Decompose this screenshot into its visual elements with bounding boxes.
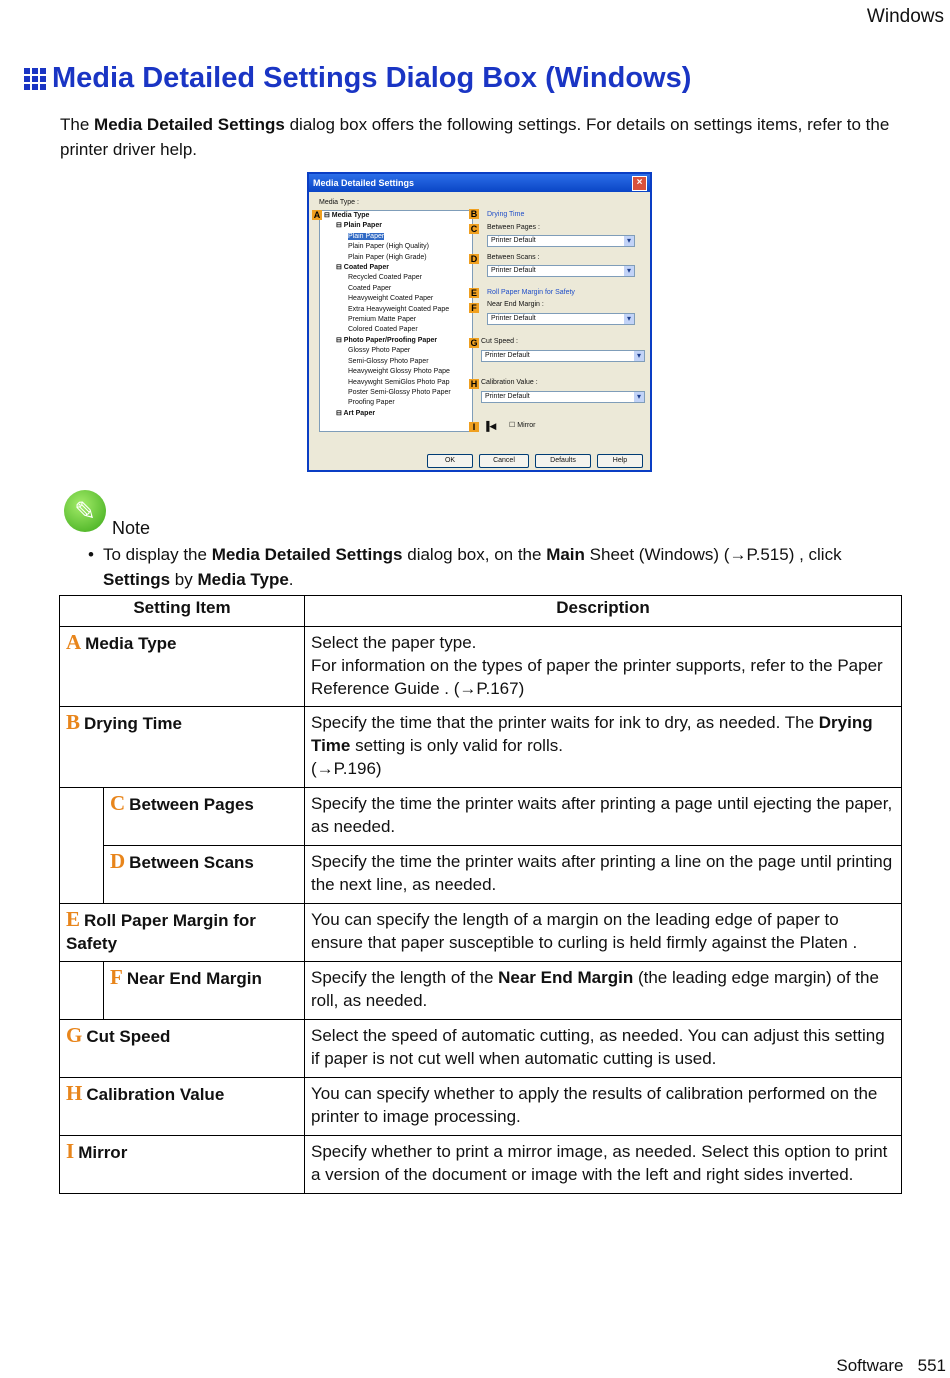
cut-speed-label: Cut Speed : bbox=[481, 338, 518, 345]
table-row: H Calibration Value You can specify whether to apply the results of calibration performed on the printer to image processing. bbox=[60, 1078, 902, 1136]
page-footer bbox=[836, 1356, 946, 1376]
roll-margin-group: Roll Paper Margin for Safety bbox=[487, 289, 575, 296]
settings-table bbox=[59, 595, 902, 1194]
help-button[interactable]: Help bbox=[597, 454, 643, 468]
ok-button[interactable]: OK bbox=[427, 454, 473, 468]
calibration-label: Calibration Value : bbox=[481, 379, 538, 386]
tree-item[interactable]: Glossy Photo Paper bbox=[348, 347, 411, 355]
between-pages-label: Between Pages : bbox=[487, 224, 540, 231]
table-row: D Between Scans Specify the time the printer waits after printing a line on the page until printing the next line, as needed. bbox=[60, 846, 902, 904]
tree-item[interactable]: Extra Heavyweight Coated Pape bbox=[348, 305, 450, 313]
tree-item[interactable]: Semi-Glossy Photo Paper bbox=[348, 357, 429, 365]
marker-f: F bbox=[469, 303, 479, 313]
tree-item[interactable]: Poster Semi-Glossy Photo Paper bbox=[348, 388, 451, 396]
media-type-label: Media Type : bbox=[319, 199, 359, 206]
tree-item[interactable]: Plain Paper (High Quality) bbox=[348, 243, 429, 251]
tree-item[interactable]: Heavywght SemiGlos Photo Pap bbox=[348, 378, 450, 386]
marker-i: I bbox=[469, 422, 479, 432]
tree-item[interactable]: Heavyweight Glossy Photo Pape bbox=[348, 368, 450, 376]
near-end-label: Near End Margin : bbox=[487, 301, 544, 308]
page-title bbox=[24, 62, 691, 95]
between-scans-label: Between Scans : bbox=[487, 254, 540, 261]
media-detailed-settings-dialog bbox=[307, 172, 652, 472]
table-header-row bbox=[60, 596, 902, 627]
calibration-select[interactable]: Printer Default ▾ bbox=[481, 391, 645, 403]
pencil-icon: ✎ bbox=[64, 490, 106, 532]
page-title-text: Media Detailed Settings Dialog Box (Windows) bbox=[52, 62, 692, 94]
near-end-select[interactable]: Printer Default ▾ bbox=[487, 313, 635, 325]
marker-d: D bbox=[470, 254, 478, 264]
marker-g: G bbox=[470, 338, 478, 348]
mirror-checkbox[interactable]: ☐ Mirror bbox=[509, 422, 536, 429]
header-description: Description bbox=[305, 596, 902, 627]
drying-time-group: Drying Time bbox=[487, 211, 525, 218]
tree-item[interactable]: ⊟ Plain Paper bbox=[336, 222, 382, 230]
note-text: • To display the Media Detailed Settings dialog box, on the Main Sheet (Windows) (→P.515) , click Settings by Media Type. bbox=[88, 545, 842, 589]
table-row: B Drying Time Specify the time that the printer waits for ink to dry, as needed. The Drying Time setting is only valid for rolls. (→P.196) bbox=[60, 707, 902, 788]
marker-c: C bbox=[470, 224, 478, 234]
table-row: E Roll Paper Margin for Safety You can specify the length of a margin on the leading edge of paper to ensure that paper susceptible to curling is held firmly against the Platen . bbox=[60, 904, 902, 962]
defaults-button[interactable]: Defaults bbox=[535, 454, 591, 468]
close-icon[interactable]: × bbox=[632, 176, 647, 191]
tree-item[interactable]: Plain Paper (High Grade) bbox=[348, 253, 427, 261]
tree-item[interactable]: Premium Matte Paper bbox=[348, 316, 417, 324]
tree-item[interactable]: Coated Paper bbox=[348, 284, 392, 292]
dialog-title-bar: Media Detailed Settings × bbox=[309, 174, 650, 192]
tree-item[interactable]: ⊟ Art Paper bbox=[336, 409, 376, 417]
table-row: F Near End Margin Specify the length of the Near End Margin (the leading edge margin) of the roll, as needed. bbox=[60, 962, 902, 1020]
page-number: 551 bbox=[917, 1356, 946, 1375]
cancel-button[interactable]: Cancel bbox=[479, 454, 529, 468]
intro-paragraph: The Media Detailed Settings dialog box offers the following settings. For details on settings items, refer to the printer driver help. bbox=[60, 115, 890, 159]
mirror-preview-icon: ▐◀ bbox=[483, 421, 497, 431]
table-row: A Media Type Select the paper type. For information on the types of paper the printer supports, refer to the Paper Reference Guide . (→P.167) bbox=[60, 627, 902, 707]
marker-h: H bbox=[470, 379, 478, 389]
tree-item[interactable]: ⊟ Media Type bbox=[324, 212, 370, 219]
table-row: C Between Pages Specify the time the printer waits after printing a page until ejecting the paper, as needed. bbox=[60, 788, 902, 846]
footer-section: Software bbox=[836, 1356, 904, 1375]
marker-e: E bbox=[470, 288, 477, 298]
note-label: Note bbox=[112, 518, 151, 538]
marker-a: A bbox=[313, 210, 321, 220]
tree-item[interactable]: Recycled Coated Paper bbox=[348, 274, 422, 282]
table-row: G Cut Speed Select the speed of automatic cutting, as needed. You can adjust this setting if paper is not cut well when automatic cutting is used. bbox=[60, 1020, 902, 1078]
tree-item[interactable]: Colored Coated Paper bbox=[348, 326, 418, 334]
between-pages-select[interactable]: Printer Default ▾ bbox=[487, 235, 635, 247]
header-setting-item: Setting Item bbox=[60, 596, 305, 627]
media-type-tree[interactable] bbox=[319, 210, 473, 432]
table-row: I Mirror Specify whether to print a mirror image, as needed. Select this option to print a version of the document or image with the left and right sides inverted. bbox=[60, 1136, 902, 1194]
tree-item[interactable]: Plain Paper bbox=[348, 232, 385, 240]
cut-speed-select[interactable]: Printer Default ▾ bbox=[481, 350, 645, 362]
marker-b: B bbox=[470, 209, 478, 219]
tree-item[interactable]: ⊟ Photo Paper/Proofing Paper bbox=[336, 336, 438, 344]
section-header: Windows bbox=[866, 6, 944, 27]
between-scans-select[interactable]: Printer Default ▾ bbox=[487, 265, 635, 277]
tree-item[interactable]: ⊟ Coated Paper bbox=[336, 264, 389, 272]
grid-icon bbox=[24, 68, 46, 90]
tree-item[interactable]: Heavyweight Coated Paper bbox=[348, 295, 434, 303]
tree-item[interactable]: Proofing Paper bbox=[348, 399, 395, 407]
